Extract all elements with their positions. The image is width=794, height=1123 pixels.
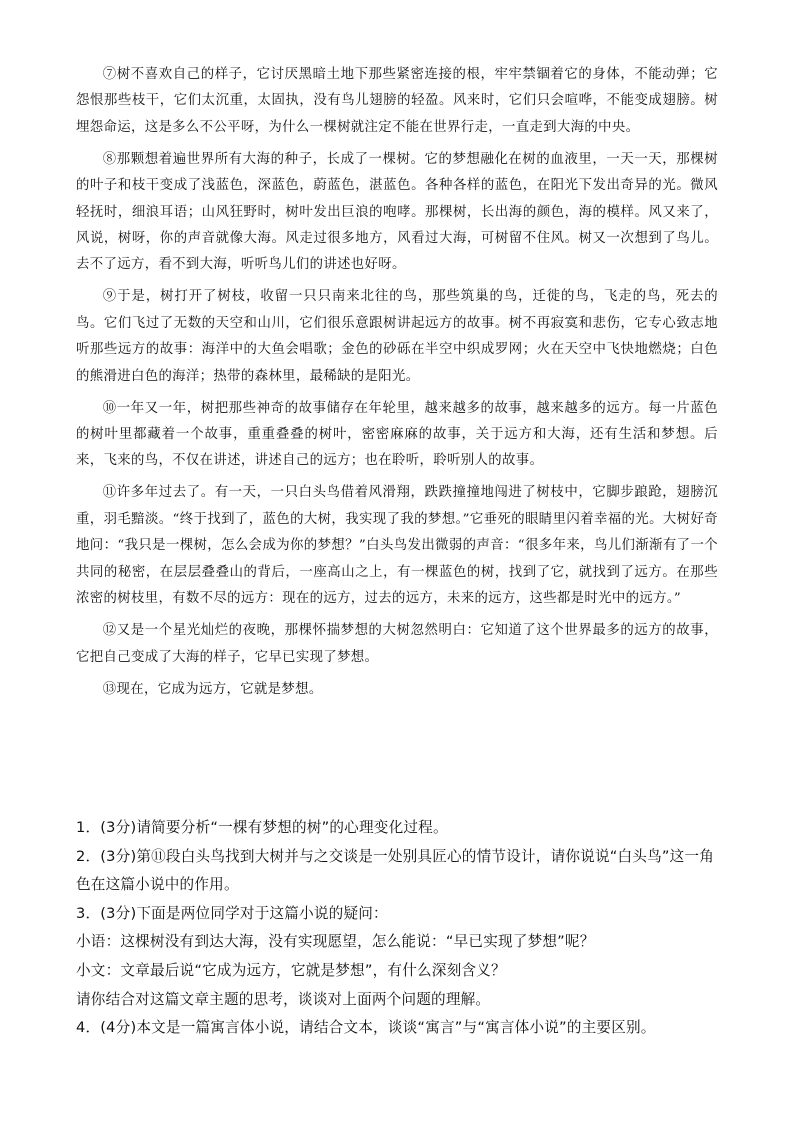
- story-passage: [76, 62, 718, 709]
- paragraph-8: ⑧那颗想着遍世界所有大海的种子，长成了一棵树。它的梦想融化在树的血液里，一天一天，那棵树的叶子和枝干变成了浅蓝色，深蓝色，蔚蓝色，湛蓝色。各种各样的蓝色，在阳光下发出奇异的光。微风轻抚时，细浪耳语；山风狂野时，树叶发出巨浪的咆哮。那棵树，长出海的颜色，海的模样。风又来了，风说，树呀，你的声音就像大海。风走过很多地方，风看过大海，可树留不住风。树又一次想到了鸟儿。去不了远方，看不到大海，听听鸟儿们的讲述也好呀。: [76, 151, 718, 273]
- question-3-xiaowen: 小文：文章最后说“它成为远方，它就是梦想”，有什么深刻含义？: [76, 961, 506, 979]
- question-4: 4．(4分)本文是一篇寓言体小说，请结合文本，谈谈“寓言”与“寓言体小说”的主要区别。: [76, 1019, 656, 1037]
- question-2: 2．(3分)第⑪段白头鸟找到大树并与之交谈是一处别具匠心的情节设计，请你说说“白头鸟”这一角色在这篇小说中的作用。: [76, 847, 715, 894]
- question-list: [76, 814, 726, 1043]
- paragraph-10: ⑩一年又一年，树把那些神奇的故事储存在年轮里，越来越多的故事，越来越多的远方。每一片蓝色的树叶里都藏着一个故事，重重叠叠的树叶，密密麻麻的故事，关于远方和大海，还有生活和梦想。后来，飞来的鸟，不仅在讲述，讲述自己的远方；也在聆听，聆听别人的故事。: [76, 400, 718, 469]
- question-1: 1．(3分)请简要分析“一棵有梦想的树”的心理变化过程。: [76, 819, 448, 836]
- paragraph-9: ⑨于是，树打开了树枝，收留一只只南来北往的鸟，那些筑巢的鸟，迁徙的鸟，飞走的鸟，死去的鸟。它们飞过了无数的天空和山川，它们很乐意跟树讲起远方的故事。树不再寂寞和悲伤，它专心致志地听那些远方的故事：海洋中的大鱼会唱歌；金色的砂砾在半空中织成罗网；火在天空中飞快地燃烧；白色的熊滑进白色的海洋；热带的森林里，最稀缺的是阳光。: [76, 289, 718, 384]
- paragraph-13: ⑬现在，它成为远方，它就是梦想。: [102, 681, 323, 697]
- question-3-xiaoyu: 小语：这棵树没有到达大海，没有实现愿望，怎么能说：“早已实现了梦想”呢？: [76, 933, 595, 951]
- paragraph-7: ⑦树不喜欢自己的样子，它讨厌黑暗土地下那些紧密连接的根，牢牢禁锢着它的身体，不能动弹；它怨恨那些枝干，它们太沉重，太固执，没有鸟儿翅膀的轻盈。风来时，它们只会喧哗，不能变成翅膀。树埋怨命运，这是多么不公平呀，为什么一棵树就注定不能在世界行走，一直走到大海的中央。: [76, 67, 718, 135]
- paragraph-11: ⑪许多年过去了。有一天，一只白头鸟借着风滑翔，跌跌撞撞地闯进了树枝中，它脚步踉跄，翅膀沉重，羽毛黯淡。“终于找到了，蓝色的大树，我实现了我的梦想。”它垂死的眼睛里闪着幸福的光。大树好奇地问：“我只是一棵树，怎么会成为你的梦想？”白头鸟发出微弱的声音：“很多年来，鸟儿们渐渐有了一个共同的秘密，在层层叠叠山的背后，一座高山之上，有一棵蓝色的树，找到了它，就找到了远方。在那些浓密的树枝里，有数不尽的远方：现在的远方，过去的远方，未来的远方，这些都是时光中的远方。”: [76, 485, 718, 607]
- paragraph-12: ⑫又是一个星光灿烂的夜晚，那棵怀揣梦想的大树忽然明白：它知道了这个世界最多的远方的故事，它把自己变成了大海的样子，它早已实现了梦想。: [76, 623, 718, 665]
- question-3: 3．(3分)下面是两位同学对于这篇小说的疑问：: [76, 904, 388, 922]
- question-3-instruction: 请你结合对这篇文章主题的思考，谈谈对上面两个问题的理解。: [76, 990, 491, 1008]
